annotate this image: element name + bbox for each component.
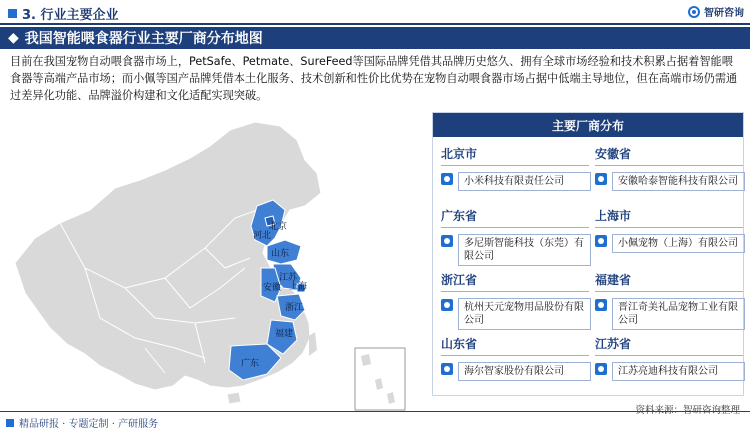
company-icon	[595, 235, 607, 247]
region-shandong	[441, 335, 591, 381]
company-icon	[595, 173, 607, 185]
region-divider	[595, 291, 743, 292]
region-divider	[441, 227, 589, 228]
company-name: 杭州天元宠物用品股份有限公司	[458, 298, 591, 330]
brand-logo-icon	[688, 6, 700, 18]
map-label-jiangsu: 江苏	[279, 273, 298, 283]
footer-square-icon	[6, 419, 14, 427]
map-label-zhejiang: 浙江	[285, 303, 304, 313]
company-icon	[441, 363, 453, 375]
region-name: 上海市	[595, 209, 632, 223]
footer-tagline	[6, 415, 158, 430]
company-item	[441, 172, 591, 191]
section-heading	[8, 4, 119, 23]
company-name: 晋江奇美礼品宠物工业有限公司	[612, 298, 745, 330]
company-name: 小佩宠物（上海）有限公司	[612, 234, 745, 253]
china-map	[5, 118, 425, 418]
region-name: 福建省	[595, 273, 632, 287]
chevron-right-icon: ◆	[8, 30, 19, 46]
company-name: 海尔智家股份有限公司	[458, 362, 591, 381]
region-divider	[441, 291, 589, 292]
section-square-icon	[8, 9, 17, 18]
map-label-beijing: 北京	[269, 222, 288, 232]
region-name: 山东省	[441, 337, 478, 351]
map-label-fujian: 福建	[275, 329, 294, 339]
taiwan-island	[309, 332, 317, 356]
company-icon	[595, 299, 607, 311]
region-name: 安徽省	[595, 147, 632, 161]
map-label-guangdong: 广东	[241, 359, 260, 369]
panel-title: 主要厂商分布	[433, 113, 743, 137]
top-bar	[0, 0, 750, 24]
map-label-anhui: 安徽	[263, 283, 282, 293]
province-hainan	[227, 392, 241, 404]
company-name: 多尼斯智能科技（东莞）有限公司	[458, 234, 591, 266]
company-name: 安徽哈泰智能科技有限公司	[612, 172, 745, 191]
region-divider	[595, 165, 743, 166]
region-divider	[595, 227, 743, 228]
region-name: 北京市	[441, 147, 478, 161]
footer-tagline-text: 精品研报 · 专题定制 · 产研服务	[19, 419, 159, 430]
top-divider	[0, 23, 750, 25]
company-icon	[441, 299, 453, 311]
page-title: 我国智能喂食器行业主要厂商分布地图	[24, 31, 263, 47]
region-fujian	[595, 271, 745, 330]
company-item	[595, 234, 745, 253]
brand-logo-text: 智研咨询	[704, 8, 744, 19]
region-divider	[441, 355, 589, 356]
map-label-hebei: 河北	[253, 231, 272, 241]
section-title-text: 3. 行业主要企业	[22, 8, 119, 23]
region-zhejiang	[441, 271, 591, 330]
company-item	[595, 298, 745, 330]
company-icon	[441, 235, 453, 247]
company-item	[595, 362, 745, 381]
company-icon	[441, 173, 453, 185]
region-name: 浙江省	[441, 273, 478, 287]
map-label-shandong: 山东	[271, 249, 290, 259]
region-shanghai	[595, 207, 745, 253]
company-icon	[595, 363, 607, 375]
region-name: 广东省	[441, 209, 478, 223]
company-item	[441, 362, 591, 381]
company-item	[441, 298, 591, 330]
region-name: 江苏省	[595, 337, 632, 351]
region-anhui	[595, 145, 745, 191]
company-name: 江苏亮迪科技有限公司	[612, 362, 745, 381]
region-divider	[441, 165, 589, 166]
brand-logo	[688, 4, 744, 19]
company-name: 小米科技有限责任公司	[458, 172, 591, 191]
region-jiangsu	[595, 335, 745, 381]
manufacturer-panel	[432, 112, 744, 396]
region-divider	[595, 355, 743, 356]
source-note	[635, 402, 740, 416]
intro-paragraph: 目前在我国宠物自动喂食器市场上，PetSafe、Petmate、SureFeed等国际品牌凭借其品牌历史悠久、拥有全球市场经验和技术积累占据着智能喂食器等高端产品市场；而小佩等国产品牌凭借本土化服务、技术创新和性价比优势在宠物自动喂食器市场占据中低端主导地位，但在高端市场仍需通过差异化功能、品牌溢价构建和文化适配实现突破。	[10, 55, 738, 102]
company-item	[595, 172, 745, 191]
company-item	[441, 234, 591, 266]
footer-divider	[0, 411, 750, 412]
map-label-shanghai: 上海	[289, 282, 308, 292]
region-beijing	[441, 145, 591, 191]
region-guangdong	[441, 207, 591, 266]
title-banner	[0, 27, 750, 49]
